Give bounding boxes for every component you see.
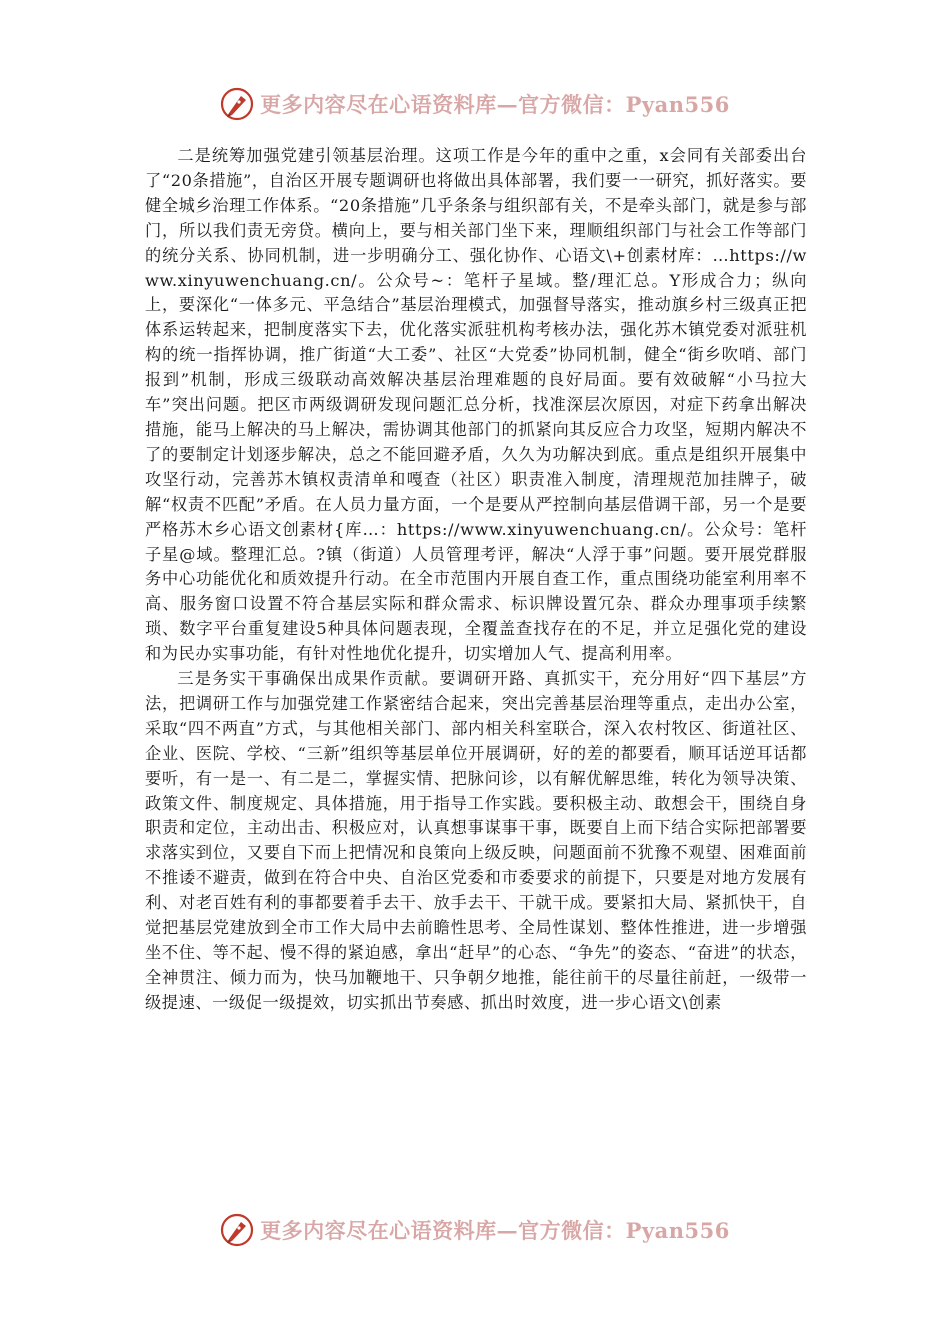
footer-banner-text: 更多内容尽在心语资料库—官方微信：Pyan556 [260, 1218, 730, 1243]
pen-nib-logo-icon [220, 1213, 254, 1247]
footer-banner [0, 1210, 950, 1250]
header-banner-text: 更多内容尽在心语资料库—官方微信：Pyan556 [260, 92, 730, 117]
paragraph-1: 二是统筹加强党建引领基层治理。这项工作是今年的重中之重，x会同有关部委出台了“20条措施”，自治区开展专题调研也将做出具体部署，我们要一一研究，抓好落实。要健全城乡治理工作体系。“20条措施”几乎条条与组织部有关，不是牵头部门，就是参与部门，所以我们责无旁贷。横向上，要与相关部门坐下来，理顺组织部门与社会工作等部门的统分关系、协同机制，进一步明确分工、强化协作、心语文\+创素材库：…https://www.xinyuwenchuang.cn/。公众号~：笔杆子星域。整/理汇总。Y形成合力；纵向上，要深化“一体多元、平急结合”基层治理模式，加强督导落实，推动旗乡村三级真正把体系运转起来，把制度落实下去，优化落实派驻机构考核办法，强化苏木镇党委对派驻机构的统一指挥协调，推广街道“大工委”、社区“大党委”协同机制，健全“街乡吹哨、部门报到”机制，形成三级联动高效解决基层治理难题的良好局面。要有效破解“小马拉大车”突出问题。把区市两级调研发现问题汇总分析，找准深层次原因，对症下药拿出解决措施，能马上解决的马上解决，需协调其他部门的抓紧向其反应合力攻坚，短期内解决不了的要制定计划逐步解决，总之不能回避矛盾，久久为功解决到底。重点是组织开展集中攻坚行动，完善苏木镇权责清单和嘎查（社区）职责准入制度，清理规范加挂牌子，破解“权责不匹配”矛盾。在人员力量方面，一个是要从严控制向基层借调干部，另一个是要严格苏木乡心语文创素材{库…：https://www.xinyuwenchuang.cn/。公众号：笔杆子星@域。整理汇总。?镇（街道）人员管理考评，解决“人浮于事”问题。要开展党群服务中心功能优化和质效提升行动。在全市范围内开展自查工作，重点围绕功能室利用率不高、服务窗口设置不符合基层实际和群众需求、标识牌设置冗杂、群众办理事项手续繁琐、数字平台重复建设5种具体问题表现，全覆盖查找存在的不足，并立足强化党的建设和为民办实事功能，有针对性地优化提升，切实增加人气、提高利用率。 [145, 146, 807, 664]
pen-nib-logo-icon [220, 87, 254, 121]
header-banner [0, 84, 950, 124]
paragraph-2: 三是务实干事确保出成果作贡献。要调研开路、真抓实干，充分用好“四下基层”方法，把调研工作与加强党建工作紧密结合起来，突出完善基层治理等重点，走出办公室，采取“四不两直”方式，与其他相关部门、部内相关科室联合，深入农村牧区、街道社区、企业、医院、学校、“三新”组织等基层单位开展调研，好的差的都要看，顺耳话逆耳话都要听，有一是一、有二是二，掌握实情、把脉问诊，以有解优解思维，转化为领导决策、政策文件、制度规定、具体措施，用于指导工作实践。要积极主动、敢想会干，围绕自身职责和定位，主动出击、积极应对，认真想事谋事干事，既要自上而下结合实际把部署要求落实到位，又要自下而上把情况和良策向上级反映，问题面前不犹豫不观望、困难面前不推诿不避责，做到在符合中央、自治区党委和市委要求的前提下，只要是对地方发展有利、对老百姓有利的事都要着手去干、放手去干、干就干成。要紧扣大局、紧抓快干，自觉把基层党建放到全市工作大局中去前瞻性思考、全局性谋划、整体性推进，进一步增强坐不住、等不起、慢不得的紧迫感，拿出“赶早”的心态、“争先”的姿态、“奋进”的状态，全神贯注、倾力而为，快马加鞭地干、只争朝夕地推，能往前干的尽量往前赶，一级带一级提速、一级促一级提效，切实抓出节奏感、抓出时效度，进一步心语文\创素 [145, 669, 807, 1012]
document-body [145, 144, 807, 1016]
